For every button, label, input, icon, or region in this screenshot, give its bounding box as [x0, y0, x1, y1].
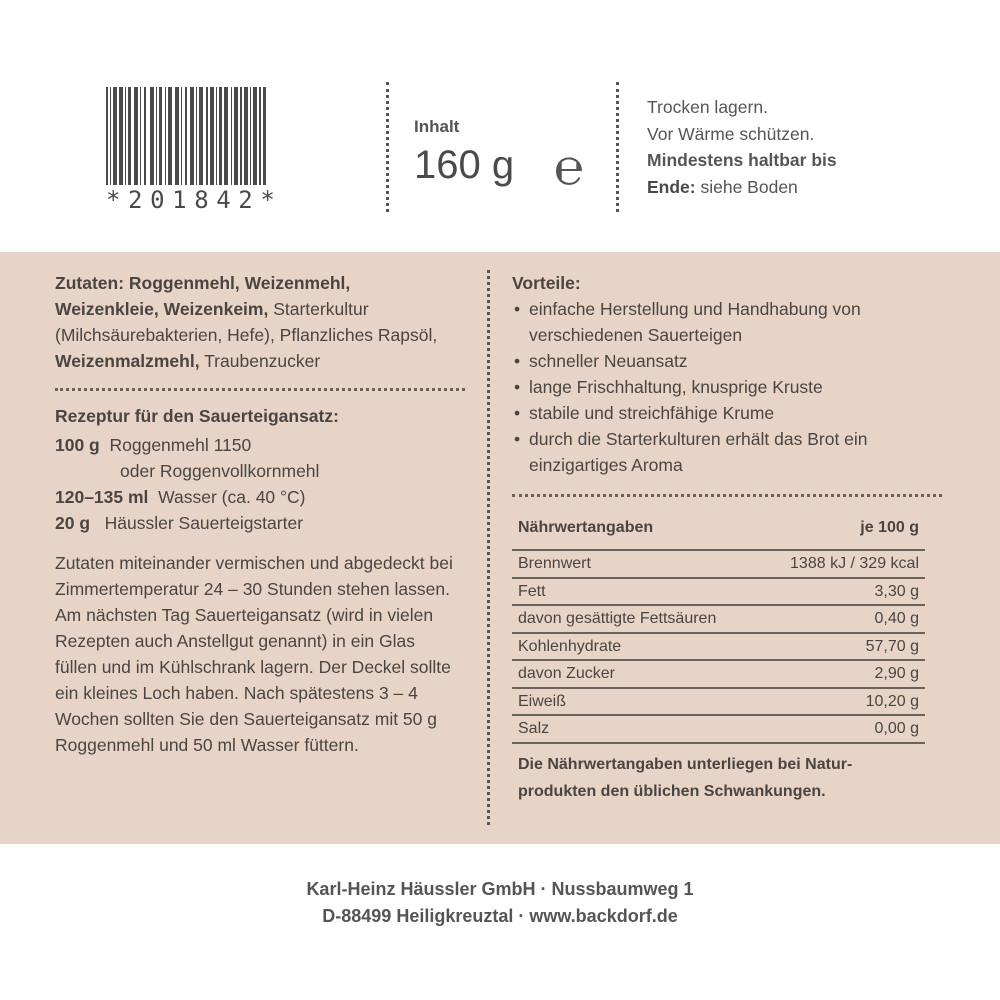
recipe-qty: 120–135 ml — [55, 487, 159, 507]
nutrient-name: Eiweiß — [512, 688, 759, 716]
table-row — [512, 660, 925, 688]
storage-instructions — [647, 94, 837, 200]
barcode-number: *201842* — [106, 186, 283, 214]
best-before-label: Mindestens haltbar bis — [647, 150, 837, 170]
nutrient-value: 10,20 g — [759, 688, 925, 716]
barcode — [106, 87, 266, 185]
nutrition-header-unit: je 100 g — [860, 519, 919, 536]
ingredients-text: Weizenmalzmehl, — [55, 351, 200, 371]
recipe-ingredient: Roggenmehl 1150 — [109, 435, 252, 455]
nutrient-value: 1388 kJ / 329 kcal — [759, 550, 925, 578]
best-before-line — [647, 174, 837, 201]
estimated-sign-icon: ℮ — [554, 138, 585, 196]
advantage-item: • durch die Starterkulturen erhält das Brot ein einzigartiges Aroma — [512, 426, 942, 478]
content-label: Inhalt — [414, 117, 460, 136]
ingredients-text: Starterkultur (Milchsäurebakterien, Hefe), Pflanzliches Rapsöl, — [55, 299, 438, 345]
section-divider-dotted — [55, 388, 465, 391]
nutrition-note: Die Nährwertangaben unterliegen bei Natur-produkten den üblichen Schwankungen. — [518, 755, 853, 800]
nutrient-name: Salz — [512, 715, 759, 743]
nutrient-value: 0,00 g — [759, 715, 925, 743]
left-column — [55, 270, 465, 758]
nutrient-value: 2,90 g — [759, 660, 925, 688]
label-header — [0, 0, 1000, 252]
table-row — [512, 633, 925, 661]
nutrition-header-row — [512, 515, 925, 550]
barcode-icon — [106, 87, 266, 185]
nutrient-name: davon gesättigte Fettsäuren — [512, 605, 759, 633]
recipe-row — [55, 458, 465, 484]
nutrient-value: 57,70 g — [759, 633, 925, 661]
manufacturer-address: Karl-Heinz Häussler GmbH · Nussbaumweg 1 — [306, 879, 694, 899]
advantage-item: • lange Frischhaltung, knusprige Kruste — [512, 374, 942, 400]
recipe-qty: 20 g — [55, 513, 105, 533]
recipe-title: Rezeptur für den Sauerteigansatz: — [55, 406, 339, 426]
recipe-ingredient: Wasser (ca. 40 °C) — [158, 487, 306, 507]
advantages-title: Vorteile: — [512, 273, 581, 293]
recipe-qty: 100 g — [55, 435, 110, 455]
section-divider-dotted — [512, 494, 942, 497]
divider-dotted — [616, 82, 619, 212]
manufacturer-location-website: D-88499 Heiligkreuztal · www.backdorf.de — [322, 906, 678, 926]
recipe-ingredient: oder Roggenvollkornmehl — [120, 461, 320, 481]
advantage-item: • schneller Neuansatz — [512, 348, 942, 374]
best-before-text: siehe Boden — [695, 176, 798, 197]
advantage-item: • stabile und streichfähige Krume — [512, 400, 942, 426]
manufacturer-footer — [0, 844, 1000, 1000]
table-row — [512, 550, 925, 578]
nutrient-name: Kohlenhydrate — [512, 633, 759, 661]
storage-line: Trocken lagern. — [647, 97, 768, 117]
advantages-list — [512, 296, 942, 478]
ingredients — [55, 270, 455, 374]
storage-line: Vor Wärme schützen. — [647, 123, 815, 144]
nutrient-name: Fett — [512, 578, 759, 606]
recipe-ingredient: Häussler Sauerteigstarter — [104, 513, 304, 533]
table-row — [512, 605, 925, 633]
nutrient-value: 0,40 g — [759, 605, 925, 633]
recipe-instructions: Zutaten miteinander vermischen und abgedeckt bei Zimmertemperatur 24 – 30 Stunden stehen lassen. Am nächsten Tag Sauerteigansatz (wird in vielen Rezepten auch Anstellgut genannt) in ein Glas füllen und im Kühlschrank lagern. Der Deckel sollte ein kleines Loch haben. Nach spätestens 3 – 4 Wochen sollten Sie den Sauerteigansatz mit 50 g Roggenmehl und 50 ml Wasser füttern. — [55, 553, 453, 755]
advantage-item: • einfache Herstellung und Handhabung von verschiedenen Sauerteigen — [512, 296, 942, 348]
recipe-list — [55, 432, 465, 536]
column-divider-dotted — [487, 270, 490, 825]
best-before-bold: Ende: — [647, 176, 696, 197]
table-row — [512, 688, 925, 716]
recipe-row — [55, 510, 465, 536]
table-row — [512, 578, 925, 606]
right-column — [512, 270, 942, 805]
table-row — [512, 715, 925, 743]
divider-dotted — [386, 82, 389, 212]
ingredients-text: Traubenzucker — [199, 351, 321, 371]
nutrient-value: 3,30 g — [759, 578, 925, 606]
nutrition-table — [512, 515, 925, 744]
ingredients-label: Zutaten: — [55, 273, 125, 293]
nutrient-name: Brennwert — [512, 550, 759, 578]
ingredients-text: Roggenmehl, Weizenmehl, Weizenkleie, Weizenkeim, — [55, 273, 351, 319]
recipe-row — [55, 432, 465, 458]
recipe-row — [55, 484, 465, 510]
nutrition-header-label: Nährwertangaben — [518, 519, 654, 536]
content-weight: 160 g — [414, 143, 515, 187]
nutrient-name: davon Zucker — [512, 660, 759, 688]
